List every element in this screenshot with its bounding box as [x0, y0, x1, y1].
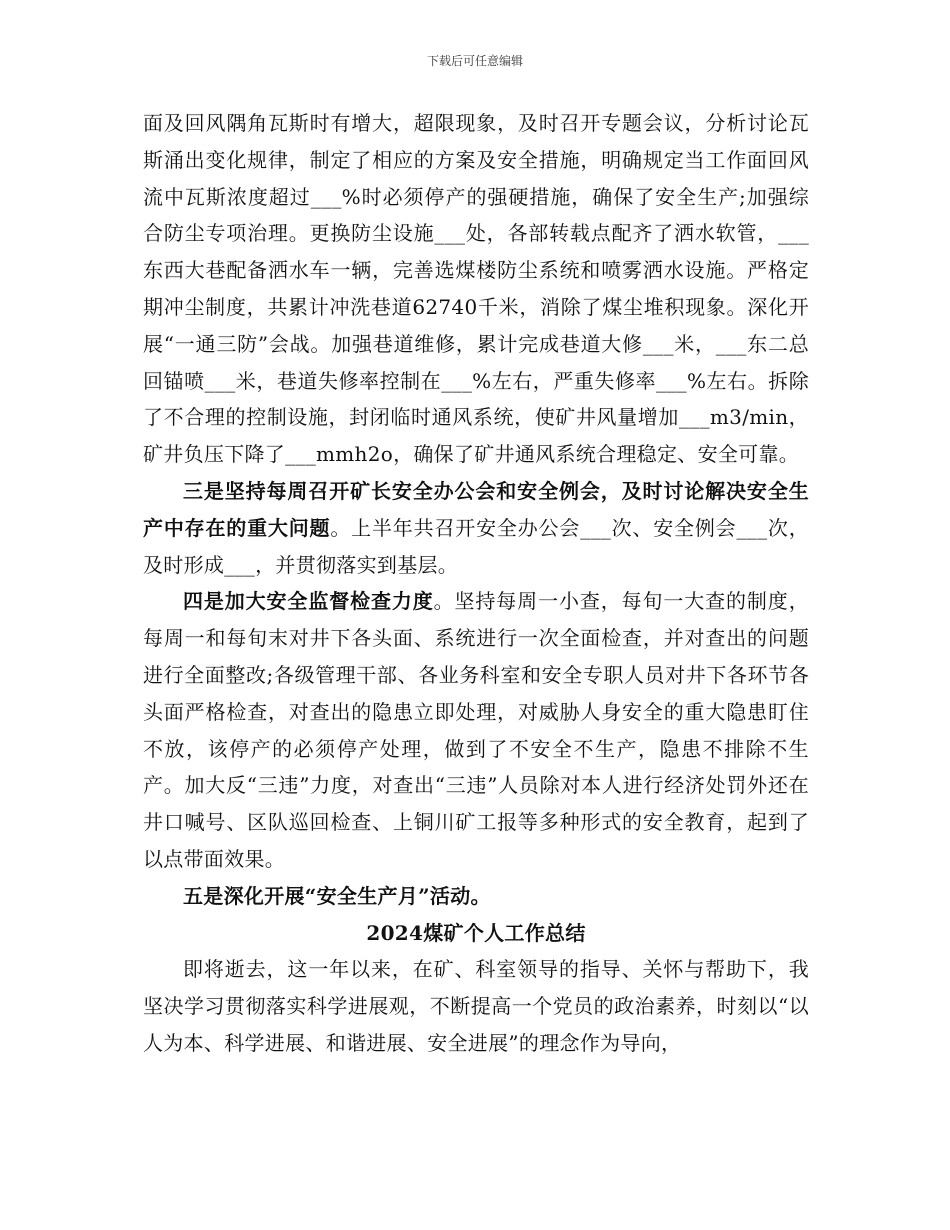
document-body — [143, 105, 809, 1062]
paragraph-safety-meetings — [143, 473, 809, 583]
paragraph-summary-intro: 即将逝去，这一年以来，在矿、科室领导的指导、关怀与帮助下，我坚决学习贯彻落实科学进展观，不断提高一个党员的政治素养，时刻以“以人为本、科学进展、和谐进展、安全进展”的理念作为导向， — [143, 957, 809, 1055]
paragraph-inspection — [143, 583, 809, 877]
paragraph-safety-meetings-heading: 三是坚持每周召开矿长安全办公会和安全例会，及时讨论解决安全生产中存在的重大问题 — [143, 478, 809, 540]
paragraph-safety-month: 五是深化开展“安全生产月”活动。 — [183, 883, 491, 908]
paragraph-inspection-heading: 四是加大安全监督检查力度 — [183, 589, 434, 614]
paragraph-ventilation: 面及回风隅角瓦斯时有增大，超限现象，及时召开专题会议，分析讨论瓦斯涌出变化规律，制定了相应的方案及安全措施，明确规定当工作面回风流中瓦斯浓度超过___%时必须停产的强硬措施，确保了安全生产;加强综合防尘专项治理。更换防尘设施___处，各部转载点配齐了洒水软管，___东西大巷配备洒水车一辆，完善选煤楼防尘系统和喷雾洒水设施。严格定期冲尘制度，共累计冲洗巷道62740千米，消除了煤尘堆积现象。深化开展“一通三防”会战。加强巷道维修，累计完成巷道大修___米，___东二总回锚喷___米，巷道失修率控制在___%左右，严重失修率___%左右。拆除了不合理的控制设施，封闭临时通风系统，使矿井风量增加___m3/min，矿井负压下降了___mmh2o，确保了矿井通风系统合理稳定、安全可靠。 — [143, 111, 809, 467]
page-header: 下载后可任意编辑 — [426, 54, 523, 68]
section-title: 2024煤矿个人工作总结 — [366, 920, 586, 945]
paragraph-safety-meetings-text: 。上半年共召开安全办公会___次、安全例会___次，及时形成___，并贯彻落实到基层。 — [143, 515, 809, 577]
paragraph-inspection-text: 。坚持每周一小查，每旬一大查的制度，每周一和每旬末对井下各头面、系统进行一次全面检查，并对查出的问题进行全面整改;各级管理干部、各业务科室和安全专职人员对井下各环节各头面严格检查，对查出的隐患立即处理，对威胁人身安全的重大隐患盯住不放，该停产的必须停产处理，做到了不安全不生产，隐患不排除不生产。加大反“三违”力度，对查出“三违”人员除对本人进行经济处罚外还在井口喊号、区队巡回检查、上铜川矿工报等多种形式的安全教育，起到了以点带面效果。 — [143, 589, 809, 871]
